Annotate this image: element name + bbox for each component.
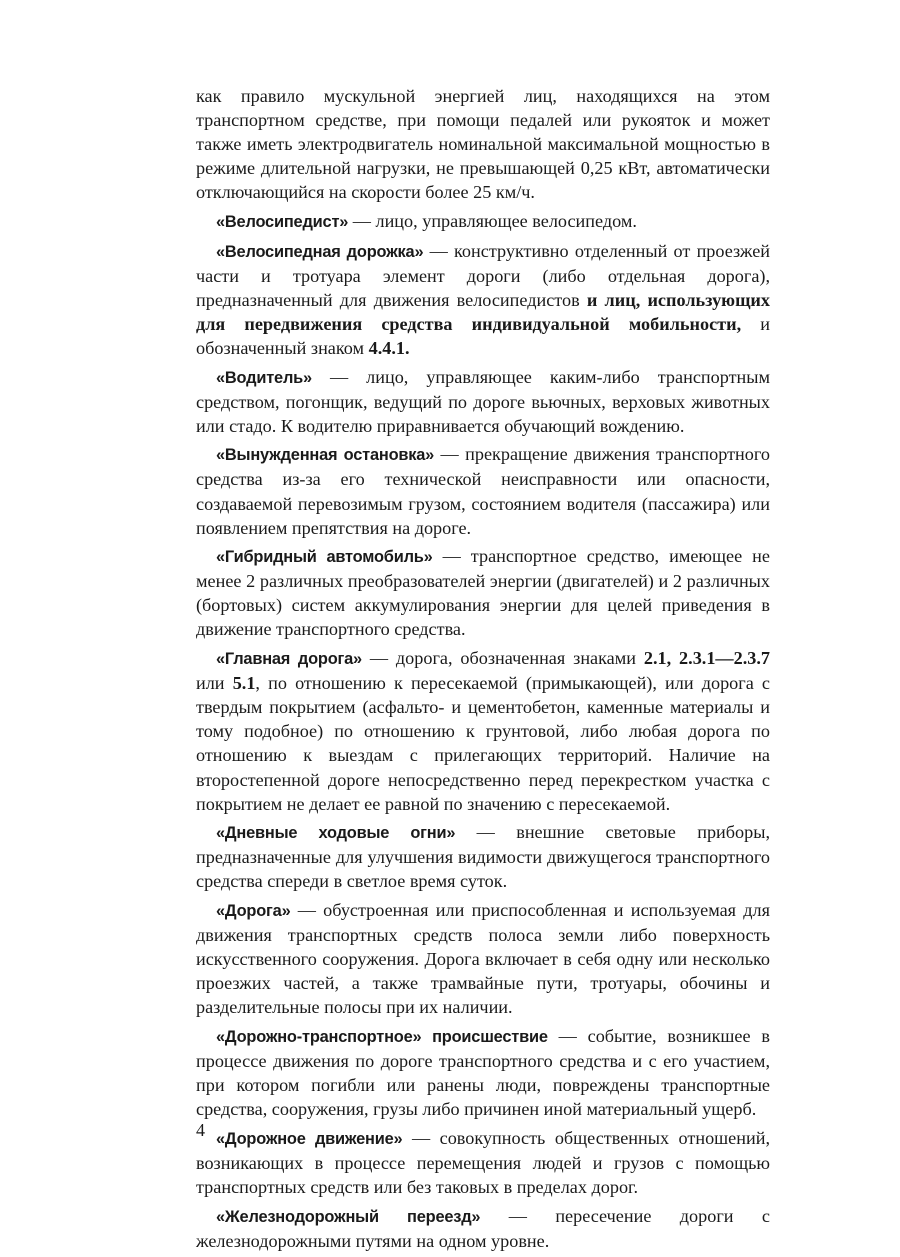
definition-text: — внешние световые приборы, предназначенные для улучшения видимости движущегося транспортного средства спереди в светлое время суток. [196, 822, 770, 892]
definition-dorozhnoe-dvizhenie [196, 1126, 770, 1199]
definition-text-continued: или [196, 673, 233, 694]
definition-dnevnye-hodovye-ogni [196, 820, 770, 893]
definition-doroga [196, 898, 770, 1019]
definition-term: «Гибридный автомобиль» [216, 548, 433, 567]
definition-text: — дорога, обозначенная знаками [361, 648, 644, 669]
definition-text: — пересечение дороги с железнодорожными путями на одном уровне. [196, 1205, 770, 1251]
definition-term: «Дневные ходовые огни» [216, 824, 456, 843]
sign-reference: 2.1, 2.3.1—2.3.7 [643, 648, 770, 669]
sign-reference: 4.4.1. [368, 337, 410, 358]
definition-voditel [196, 365, 770, 438]
definition-term: «Дорожное движение» [216, 1129, 403, 1148]
definition-bold-insert: и лиц, использующих для передвижения средства индивидуальной мобильности, [196, 289, 770, 334]
definition-text: — совокупность общественных отношений, возникающих в процессе перемещения людей и грузов с помощью транспортных средств или без таковых в пределах дорог. [196, 1127, 770, 1198]
definition-glavnaya-doroga [196, 646, 770, 816]
definition-term: «Главная дорога» [216, 650, 362, 669]
definition-text: — прекращение движения транспортного средства из-за его технической неисправности или опасности, создаваемой перевозимым грузом, состоянием водителя (пассажира) или появлением препятствия на дороге. [196, 444, 770, 538]
definition-text: — событие, возникшее в процессе движения по дороге транспортного средства и с его участием, при котором погибли или ранены люди, повреждены транспортные средства, сооружения, грузы либо причинен иной материальный ущерб. [196, 1025, 770, 1120]
definition-gibridnyi-avtomobil [196, 544, 770, 641]
definition-text: — обустроенная или приспособленная и используемая для движения транспортных средств полоса земли либо поверхность искусственного сооружения. Дорога включает в себя одну или несколько проезжих частей, а также трамвайные пути, тротуары, обочины и разделительные полосы при их наличии. [196, 900, 770, 1018]
definition-velosipedist [196, 209, 770, 234]
definition-term: «Вынужденная остановка» [216, 446, 435, 465]
sign-reference: 5.1 [232, 673, 256, 694]
definition-term: «Дорожно-транспортное» происшествие [216, 1027, 548, 1046]
definition-text: — лицо, управляющее велосипедом. [348, 210, 637, 231]
definition-term: «Железнодорожный переезд» [216, 1207, 481, 1226]
definition-text: — транспортное средство, имеющее не менее 2 различных преобразователей энергии (двигателей) и 2 различных (бортовых) систем аккумулирования энергии для целей приведения в движение транспортного средства. [196, 546, 770, 640]
definition-text-continued: , по отношению к пересекаемой (примыкающей), или дорога с твердым покрытием (асфальто- и цементобетон, каменные материалы и тому подобное) по отношению к грунтовой, либо любая дорога по отношению к выездам с прилегающих территорий. Наличие на второстепенной дороге непосредственно перед перекрестком участка с покрытием не делает ее равной по значению с пересекаемой. [196, 673, 770, 814]
definition-dtp [196, 1024, 770, 1121]
definition-term: «Водитель» [216, 368, 312, 387]
definition-term: «Велосипедист» [216, 212, 349, 231]
page-number: 4 [196, 1120, 205, 1140]
definitions-text [196, 84, 770, 1257]
definition-text: — лицо, управляющее каким-либо транспортным средством, погонщик, ведущий по дороге вьючных, верховых животных или стадо. К водителю приравнивается обучающий вождению. [196, 366, 770, 436]
paragraph-continuation [196, 84, 770, 204]
definition-term: «Велосипедная дорожка» [216, 242, 424, 261]
definition-zheleznodorozhnyi-pereezd [196, 1204, 770, 1253]
definition-term: «Дорога» [216, 902, 291, 920]
definition-text: — конструктивно отделенный от проезжей части и тротуара элемент дороги (либо отдельная дорога), предназначенный для движения велосипедистов [196, 240, 770, 310]
paragraph-text: как правило мускульной энергией лиц, находящихся на этом транспортном средстве, при помощи педалей или рукояток и может также иметь электродвигатель номинальной максимальной мощностью в режиме длительной нагрузки, не превышающей 0,25 кВт, автоматически отключающийся на скорости более 25 км/ч. [196, 86, 770, 203]
definition-velosipednaya-dorozhka [196, 239, 770, 360]
definition-vynuzhdennaya-ostanovka [196, 442, 770, 539]
definition-text-continued: и обозначенный знаком [196, 313, 770, 358]
